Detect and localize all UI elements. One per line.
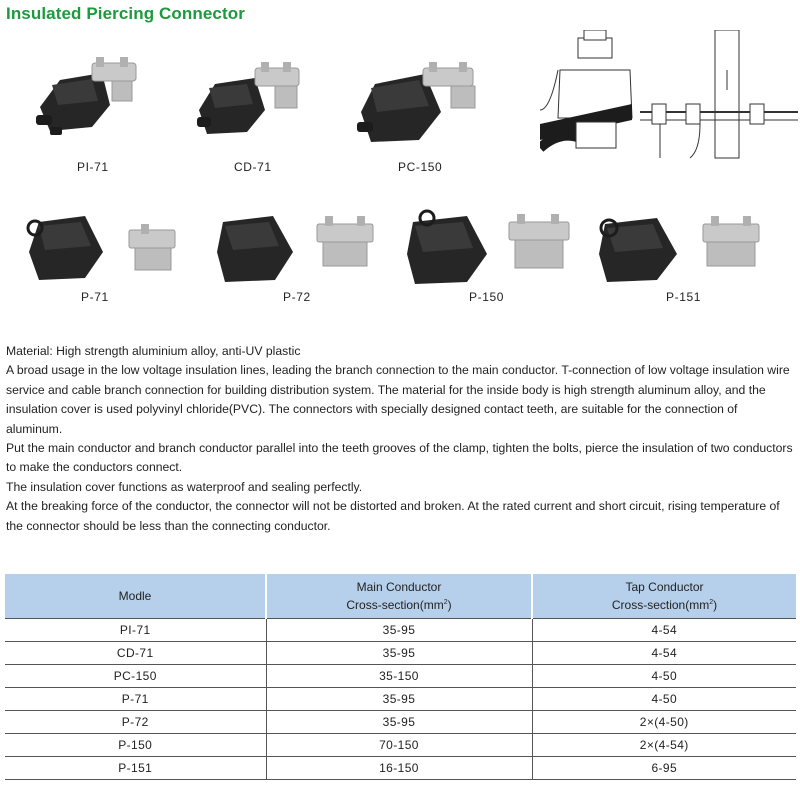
cell-model: CD-71 bbox=[5, 642, 266, 665]
cell-tap: 4-54 bbox=[532, 642, 796, 665]
product-image-pi-71 bbox=[30, 55, 150, 155]
material-paragraph: Material: High strength aluminium alloy, anti-UV plastic bbox=[6, 344, 301, 358]
caption-pi-71: PI-71 bbox=[77, 160, 109, 174]
caption-cd-71: CD-71 bbox=[234, 160, 272, 174]
product-image-pc-150 bbox=[355, 60, 495, 160]
product-image-cd-71 bbox=[195, 62, 315, 162]
product-image-p-72 bbox=[215, 208, 380, 288]
installation-paragraph: Put the main conductor and branch conductor parallel into the teeth grooves of the clamp, tighten the bolts, pierce the insulation of two conductors to make the conductors connect. bbox=[6, 441, 793, 475]
header-model: Modle bbox=[5, 574, 266, 619]
caption-pc-150: PC-150 bbox=[398, 160, 443, 174]
header-main-conductor: Main Conductor Cross-$section(mm^2)$ bbox=[266, 574, 532, 619]
cell-main: 35-95 bbox=[266, 619, 532, 642]
table-header-row bbox=[5, 574, 796, 619]
cell-tap: 4-54 bbox=[532, 619, 796, 642]
cell-tap: 2×(4-54) bbox=[532, 734, 796, 757]
product-image-p-71 bbox=[25, 208, 185, 288]
table-row bbox=[5, 665, 796, 688]
table-row bbox=[5, 688, 796, 711]
cell-tap: 2×(4-50) bbox=[532, 711, 796, 734]
cell-model: PI-71 bbox=[5, 619, 266, 642]
caption-p-150: P-150 bbox=[469, 290, 505, 304]
cell-main: 70-150 bbox=[266, 734, 532, 757]
table-row bbox=[5, 757, 796, 780]
table-row bbox=[5, 711, 796, 734]
cell-model: P-151 bbox=[5, 757, 266, 780]
page-title: Insulated Piercing Connector bbox=[6, 4, 245, 23]
table-row bbox=[5, 619, 796, 642]
cell-main: 35-95 bbox=[266, 711, 532, 734]
cell-tap: 4-50 bbox=[532, 688, 796, 711]
description bbox=[6, 342, 796, 536]
strength-paragraph: At the breaking force of the conductor, the connector will not be distorted and broken. At the rated current and short circuit, rising temperature of the connector should be less than the connecting conductor. bbox=[6, 499, 780, 533]
product-image-p-150 bbox=[405, 208, 580, 288]
installation-diagram bbox=[540, 30, 798, 160]
cell-main: 35-95 bbox=[266, 688, 532, 711]
cell-main: 16-150 bbox=[266, 757, 532, 780]
cell-model: P-72 bbox=[5, 711, 266, 734]
cell-tap: 4-50 bbox=[532, 665, 796, 688]
spec-table bbox=[5, 574, 796, 780]
caption-p-71: P-71 bbox=[81, 290, 109, 304]
cell-main: 35-95 bbox=[266, 642, 532, 665]
cell-model: P-71 bbox=[5, 688, 266, 711]
usage-paragraph: A broad usage in the low voltage insulation lines, leading the branch connection to the main conductor. T-connection of low voltage insulation wire service and cable branch connection for building distribution system. The material for the inside body is high strength aluminum alloy, and the insulation cover is used polyvinyl chloride(PVC). The connectors with specially designed contact teeth, are suitable for the connection of aluminum. bbox=[6, 363, 790, 436]
product-image-p-151 bbox=[595, 208, 770, 288]
insulation-paragraph: The insulation cover functions as waterproof and sealing perfectly. bbox=[6, 479, 363, 494]
caption-p-151: P-151 bbox=[666, 290, 702, 304]
cell-main: 35-150 bbox=[266, 665, 532, 688]
header-tap-conductor: Tap Conductor Cross-$section(mm^2)$ bbox=[532, 574, 796, 619]
cell-tap: 6-95 bbox=[532, 757, 796, 780]
cell-model: PC-150 bbox=[5, 665, 266, 688]
caption-p-72: P-72 bbox=[283, 290, 311, 304]
cell-model: P-150 bbox=[5, 734, 266, 757]
table-row bbox=[5, 642, 796, 665]
table-row bbox=[5, 734, 796, 757]
